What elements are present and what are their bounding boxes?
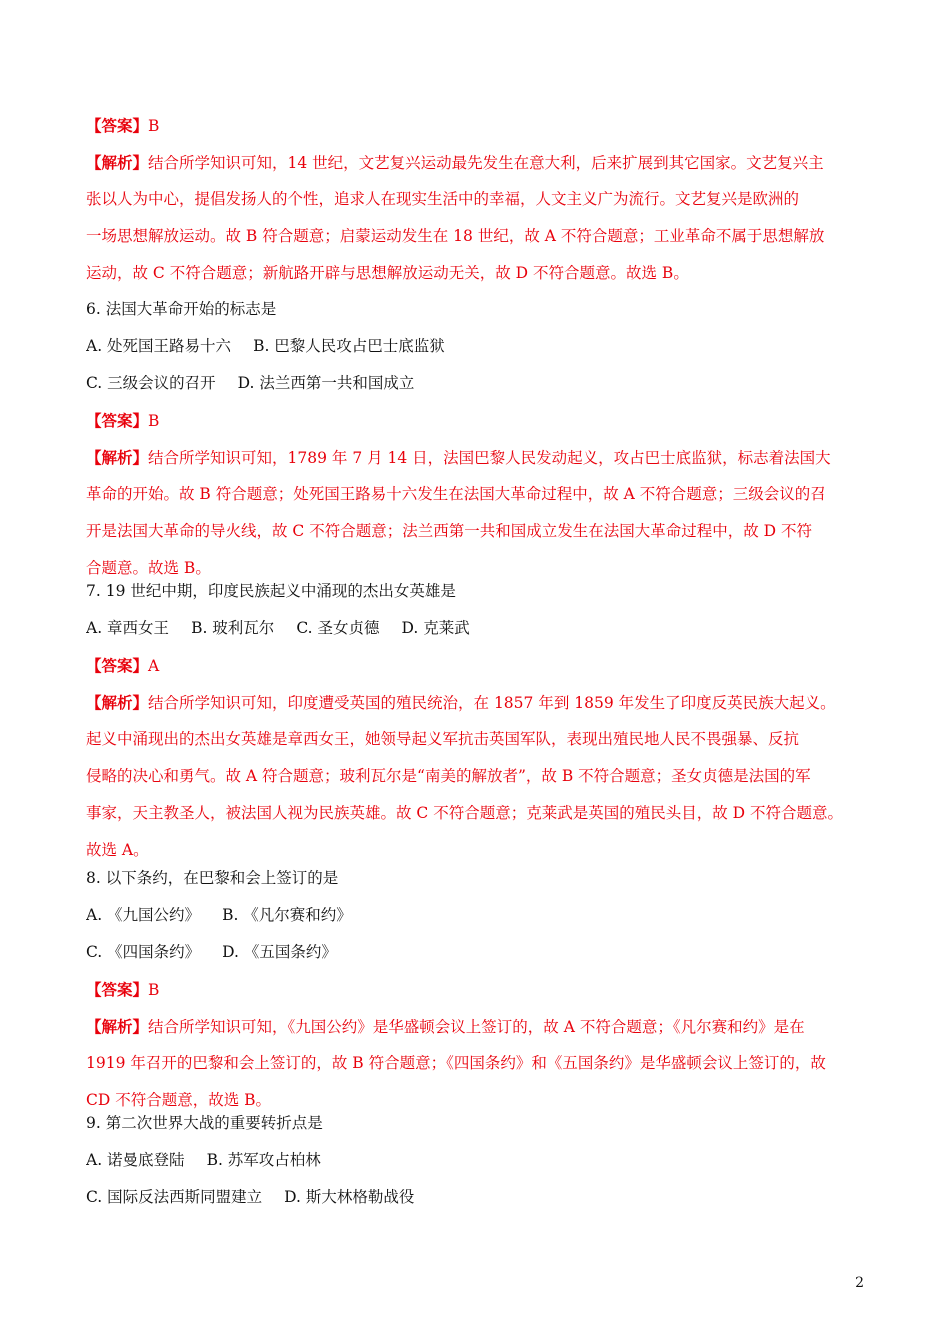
q8-analysis-line-3: CD 不符合题意，故选 B。 [86, 1091, 272, 1109]
q6-option-a: A. 处死国王路易十六 [86, 337, 232, 355]
q7-question: 7. 19 世纪中期，印度民族起义中涌现的杰出女英雄是 [86, 582, 456, 600]
q8-question: 8. 以下条约，在巴黎和会上签订的是 [86, 869, 339, 887]
q7-analysis-line-5: 故选 A。 [86, 841, 149, 859]
answer-value: B [148, 117, 160, 135]
q9-section [86, 1105, 886, 1216]
analysis-tag: 【解析】 [86, 448, 149, 467]
q7-option-d: D. 克莱武 [401, 619, 470, 637]
answer-tag: 【答案】 [86, 116, 149, 135]
q8-option-a: A. 《九国公约》 [86, 906, 201, 924]
q9-options-row-2 [86, 1179, 886, 1216]
q6-analysis-line-4: 合题意。故选 B。 [86, 559, 211, 577]
q6-option-d: D. 法兰西第一共和国成立 [237, 374, 415, 392]
q8-option-c: C. 《四国条约》 [86, 943, 201, 961]
page-number: 2 [855, 1275, 864, 1291]
q9-question: 9. 第二次世界大战的重要转折点是 [86, 1114, 323, 1132]
q7-analysis-line-4: 事家，天主教圣人，被法国人视为民族英雄。故 C 不符合题意；克莱武是英国的殖民头目，故 D 不符合题意。 [86, 804, 843, 822]
answer-value: B [148, 412, 160, 430]
q9-option-a: A. 诺曼底登陆 [86, 1151, 185, 1169]
q6-option-b: B. 巴黎人民攻占巴士底监狱 [253, 337, 445, 355]
q9-option-d: D. 斯大林格勒战役 [284, 1188, 415, 1206]
q6-analysis-line-1: 【解析】结合所学知识可知，1789 年 7 月 14 日，法国巴黎人民发动起义，攻占巴士底监狱，标志着法国大 [86, 448, 831, 467]
q6-options-row-1 [86, 328, 886, 365]
q7-answer [86, 647, 886, 684]
q6-analysis-line-3: 开是法国大革命的导火线，故 C 不符合题意；法兰西第一共和国成立发生在法国大革命过程中，故 D 不符 [86, 522, 812, 540]
q8-analysis-line-2: 1919 年召开的巴黎和会上签订的，故 B 符合题意；《四国条约》和《五国条约》是华盛顿会议上签订的，故 [86, 1054, 826, 1072]
q8-option-d: D. 《五国条约》 [222, 943, 337, 961]
analysis-tag: 【解析】 [86, 693, 149, 712]
q8-options-row-2 [86, 934, 886, 971]
q8-answer [86, 971, 886, 1008]
q7-analysis-line-3: 侵略的决心和勇气。故 A 符合题意；玻利瓦尔是“南美的解放者”，故 B 不符合题意；圣女贞德是法国的军 [86, 767, 811, 785]
answer-value: A [148, 657, 160, 675]
q7-analysis-line-1: 【解析】结合所学知识可知，印度遭受英国的殖民统治，在 1857 年到 1859 年发生了印度反英民族大起义。 [86, 693, 836, 712]
q6-options-row-2 [86, 365, 886, 402]
answer-tag: 【答案】 [86, 980, 149, 999]
q5-analysis-line-1: 【解析】结合所学知识可知，14 世纪，文艺复兴运动最先发生在意大利，后来扩展到其它国家。文艺复兴主 [86, 153, 824, 172]
q8-section [86, 860, 886, 1119]
answer-tag: 【答案】 [86, 411, 149, 430]
q7-option-c: C. 圣女贞德 [296, 619, 380, 637]
q7-section [86, 573, 886, 869]
q7-option-a: A. 章西女王 [86, 619, 170, 637]
q9-option-c: C. 国际反法西斯同盟建立 [86, 1188, 263, 1206]
q6-question: 6. 法国大革命开始的标志是 [86, 300, 277, 318]
analysis-tag: 【解析】 [86, 153, 149, 172]
answer-value: B [148, 981, 160, 999]
q6-section [86, 291, 886, 587]
q8-option-b: B. 《凡尔赛和约》 [222, 906, 352, 924]
q9-options-row-1 [86, 1142, 886, 1179]
q9-option-b: B. 苏军攻占柏林 [206, 1151, 321, 1169]
q8-options-row-1 [86, 897, 886, 934]
q7-option-b: B. 玻利瓦尔 [191, 619, 275, 637]
q6-answer [86, 402, 886, 439]
q5-analysis-line-4: 运动，故 C 不符合题意；新航路开辟与思想解放运动无关，故 D 不符合题意。故选 B。 [86, 264, 689, 282]
q7-analysis-line-2: 起义中涌现出的杰出女英雄是章西女王，她领导起义军抗击英国军队，表现出殖民地人民不畏强暴、反抗 [86, 730, 800, 748]
q6-analysis-line-2: 革命的开始。故 B 符合题意；处死国王路易十六发生在法国大革命过程中，故 A 不符合题意；三级会议的召 [86, 485, 826, 503]
q5-section [86, 107, 886, 292]
q5-answer [86, 107, 886, 144]
q8-analysis-line-1: 【解析】结合所学知识可知，《九国公约》是华盛顿会议上签订的，故 A 不符合题意；《凡尔赛和约》是在 [86, 1017, 805, 1036]
q7-options-row-1 [86, 610, 886, 647]
q5-analysis-line-2: 张以人为中心，提倡发扬人的个性，追求人在现实生活中的幸福，人文主义广为流行。文艺复兴是欧洲的 [86, 190, 800, 208]
analysis-tag: 【解析】 [86, 1017, 149, 1036]
q5-analysis-line-3: 一场思想解放运动。故 B 符合题意；启蒙运动发生在 18 世纪，故 A 不符合题意；工业革命不属于思想解放 [86, 227, 825, 245]
q6-option-c: C. 三级会议的召开 [86, 374, 216, 392]
answer-tag: 【答案】 [86, 656, 149, 675]
